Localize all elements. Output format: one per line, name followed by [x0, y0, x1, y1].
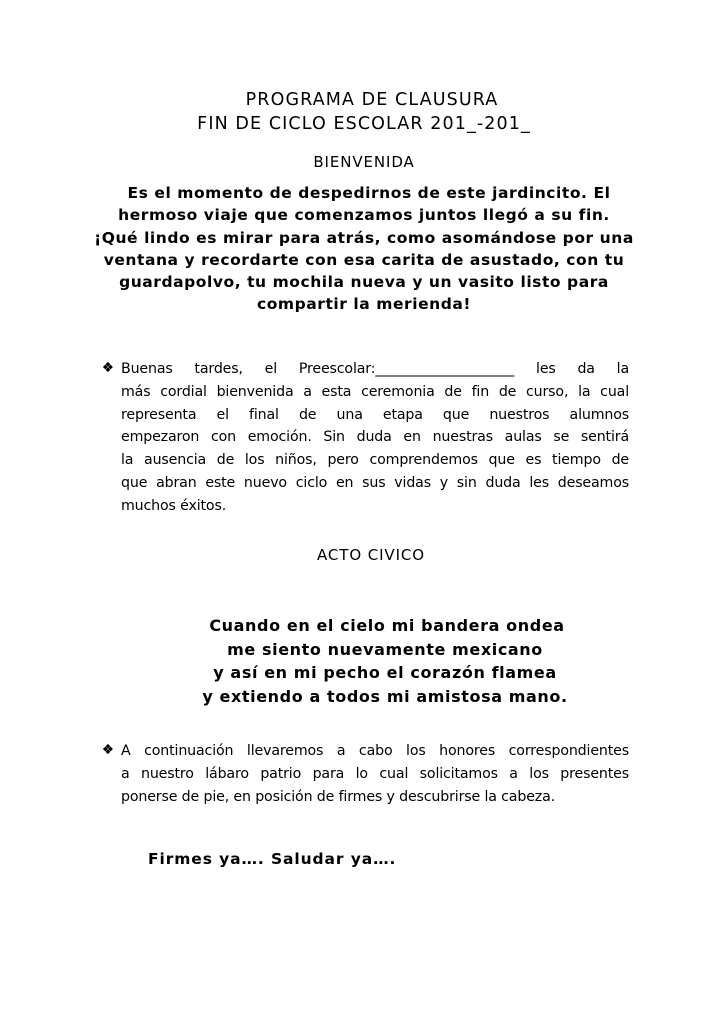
- intro-line: guardapolvo, tu mochila nueva y un vasito listo para: [119, 273, 609, 292]
- honors-paragraph-line: ponerse de pie, en posición de firmes y descubrirse la cabeza.: [121, 788, 555, 805]
- closing-command: Firmes ya…. Saludar ya….: [148, 850, 397, 868]
- welcome-paragraph-line: empezaron con emoción. Sin duda en nuestras aulas se sentirá: [121, 429, 629, 446]
- welcome-paragraph-line: muchos éxitos.: [121, 497, 227, 514]
- poem-line: me siento nuevamente mexicano: [227, 639, 543, 659]
- poem-line: y extiendo a todos mi amistosa mano.: [202, 686, 568, 706]
- intro-line: compartir la merienda!: [256, 295, 471, 314]
- intro-line: hermoso viaje que comenzamos juntos llegó a su fin.: [118, 206, 610, 225]
- diamond-bullet-icon: [103, 744, 113, 754]
- intro-paragraph: [0, 182, 728, 316]
- poem-line: y así en mi pecho el corazón flamea: [213, 663, 557, 682]
- welcome-paragraph-line: representa el final de una etapa que nuestros alumnos: [121, 406, 629, 423]
- welcome-paragraph-line: que abran este nuevo ciclo en sus vidas y sin duda les deseamos: [121, 474, 629, 491]
- document-title: [0, 88, 728, 136]
- welcome-heading: BIENVENIDA: [313, 153, 415, 171]
- intro-line: ¡Qué lindo es mirar para atrás, como asomándose por una: [94, 228, 634, 247]
- title-line-1: PROGRAMA DE CLAUSURA: [245, 90, 499, 110]
- intro-line: Es el momento de despedirnos de este jardincito. El: [127, 184, 611, 202]
- welcome-paragraph-line: la ausencia de los niños, pero comprendemos que es tiempo de: [121, 452, 629, 469]
- poem-line: Cuando en el cielo mi bandera ondea: [209, 616, 565, 635]
- honors-paragraph-line: A continuación llevaremos a cabo los honores correspondientes: [121, 743, 629, 759]
- honors-bullet: [121, 740, 629, 808]
- welcome-bullet: [121, 358, 629, 518]
- welcome-paragraph-line: más cordial bienvenida a esta ceremonia de fin de curso, la cual: [121, 383, 629, 400]
- intro-line: ventana y recordarte con esa carita de asustado, con tu: [103, 250, 625, 269]
- flag-poem: [0, 614, 728, 708]
- diamond-bullet-icon: [103, 362, 113, 372]
- title-line-2: FIN DE CICLO ESCOLAR 201_-201_: [197, 114, 531, 134]
- welcome-paragraph: [121, 358, 629, 518]
- welcome-paragraph-line: Buenas tardes, el Preescolar:____________________ les da la: [121, 361, 629, 377]
- honors-paragraph-line: a nuestro lábaro patrio para lo cual solicitamos a los presentes: [121, 765, 629, 782]
- civic-heading: ACTO CIVICO: [317, 546, 425, 564]
- honors-paragraph: [121, 740, 629, 808]
